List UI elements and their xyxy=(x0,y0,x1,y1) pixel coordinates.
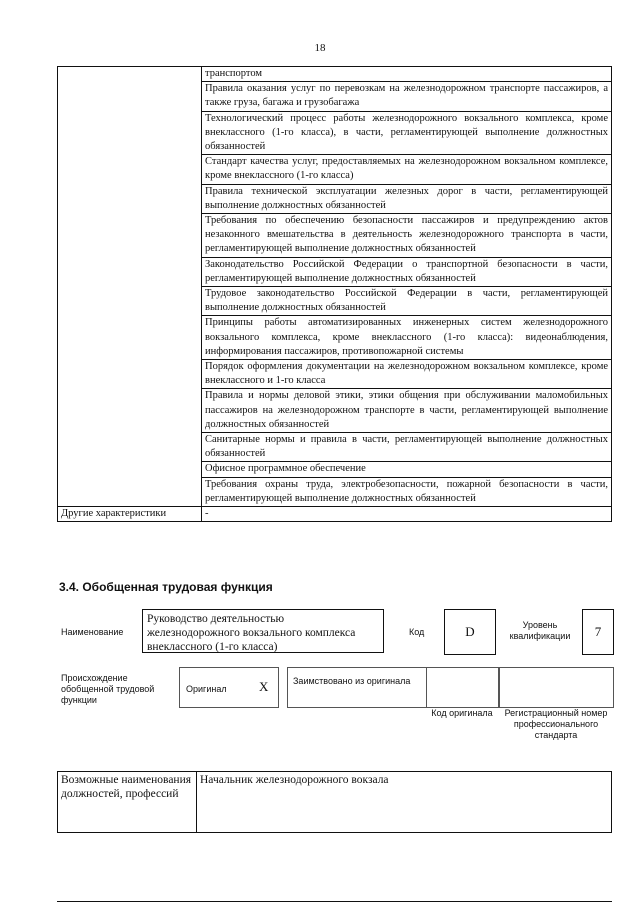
original-code-caption: Код оригинала xyxy=(431,708,493,718)
borrowed-label: Заимствовано из оригинала xyxy=(293,676,411,686)
table-row xyxy=(58,772,612,833)
original-label: Оригинал xyxy=(186,684,227,694)
requirement-item: Правила оказания услуг по перевозкам на железнодорожном транспорте пассажиров, а также груза, багажа и грузобагажа xyxy=(202,82,612,111)
section-title: 3.4. Обобщенная трудовая функция xyxy=(59,580,273,594)
table-row xyxy=(58,507,612,522)
registration-number-caption: Регистрационный номер профессионального стандарта xyxy=(504,708,608,740)
requirements-table xyxy=(57,66,612,522)
function-name-box: Руководство деятельностью железнодорожного вокзального комплекса внеклассного (1-го класса) xyxy=(142,609,384,653)
requirement-item: Офисное программное обеспечение xyxy=(202,462,612,477)
original-code-cell xyxy=(426,667,500,708)
registration-number-cell xyxy=(498,667,614,708)
requirement-item: Требования охраны труда, электробезопасности, пожарной безопасности в части, регламентирующей выполнение должностных обязанностей xyxy=(202,477,612,506)
borrowed-cell xyxy=(287,667,427,708)
requirement-item: транспортом xyxy=(202,67,612,82)
requirement-item: Правила и нормы деловой этики, этики общения при обслуживании маломобильных пассажиров на железнодорожном транспорте в части, регламентирующей выполнение должностных обязанностей xyxy=(202,389,612,433)
page-number: 18 xyxy=(314,42,326,54)
requirement-item: Требования по обеспечению безопасности пассажиров и предупреждению актов незаконного вмешательства в деятельность железнодорожного транспорта в части, регламентирующей выполнение должностных обязанностей xyxy=(202,214,612,258)
requirement-item: Санитарные нормы и правила в части, регламентирующей выполнение должностных обязанностей xyxy=(202,433,612,462)
code-value-box: D xyxy=(444,609,496,655)
positions-label: Возможные наименования должностей, профессий xyxy=(58,772,197,833)
origin-label: Происхождение обобщенной трудовой функции xyxy=(61,673,155,705)
qualification-level-box: 7 xyxy=(582,609,614,655)
label-cell xyxy=(58,67,202,507)
requirement-item: Технологический процесс работы железнодорожного вокзального комплекса, кроме внеклассного (1-го класса), в части, регламентирующей выполнение должностных обязанностей xyxy=(202,111,612,155)
requirement-item: Трудовое законодательство Российской Федерации в части, регламентирующей выполнение должностных обязанностей xyxy=(202,287,612,316)
other-characteristics-label: Другие характеристики xyxy=(58,507,202,522)
table-row xyxy=(58,67,612,82)
other-characteristics-value: - xyxy=(202,507,612,522)
requirement-item: Правила технической эксплуатации железных дорог в части, регламентирующей выполнение должностных обязанностей xyxy=(202,184,612,213)
name-label: Наименование xyxy=(61,627,124,637)
requirement-item: Принципы работы автоматизированных инженерных систем железнодорожного вокзального комплекса, кроме внеклассного (1-го класса): видеонаблюдения, информирования пассажиров, противопожарной системы xyxy=(202,316,612,360)
positions-value: Начальник железнодорожного вокзала xyxy=(197,772,612,833)
requirement-item: Стандарт качества услуг, предоставляемых на железнодорожном вокзальном комплексе, кроме внеклассного (1-го класса) xyxy=(202,155,612,184)
divider xyxy=(57,901,612,902)
positions-table xyxy=(57,771,612,833)
requirement-item: Законодательство Российской Федерации о транспортной безопасности в части, регламентирующей выполнение должностных обязанностей xyxy=(202,257,612,286)
original-mark: X xyxy=(259,679,269,694)
code-label: Код xyxy=(409,627,425,637)
qualification-level-label: Уровень квалификации xyxy=(509,620,571,641)
requirement-item: Порядок оформления документации на железнодорожном вокзальном комплексе, кроме внеклассного и 1-го класса xyxy=(202,360,612,389)
